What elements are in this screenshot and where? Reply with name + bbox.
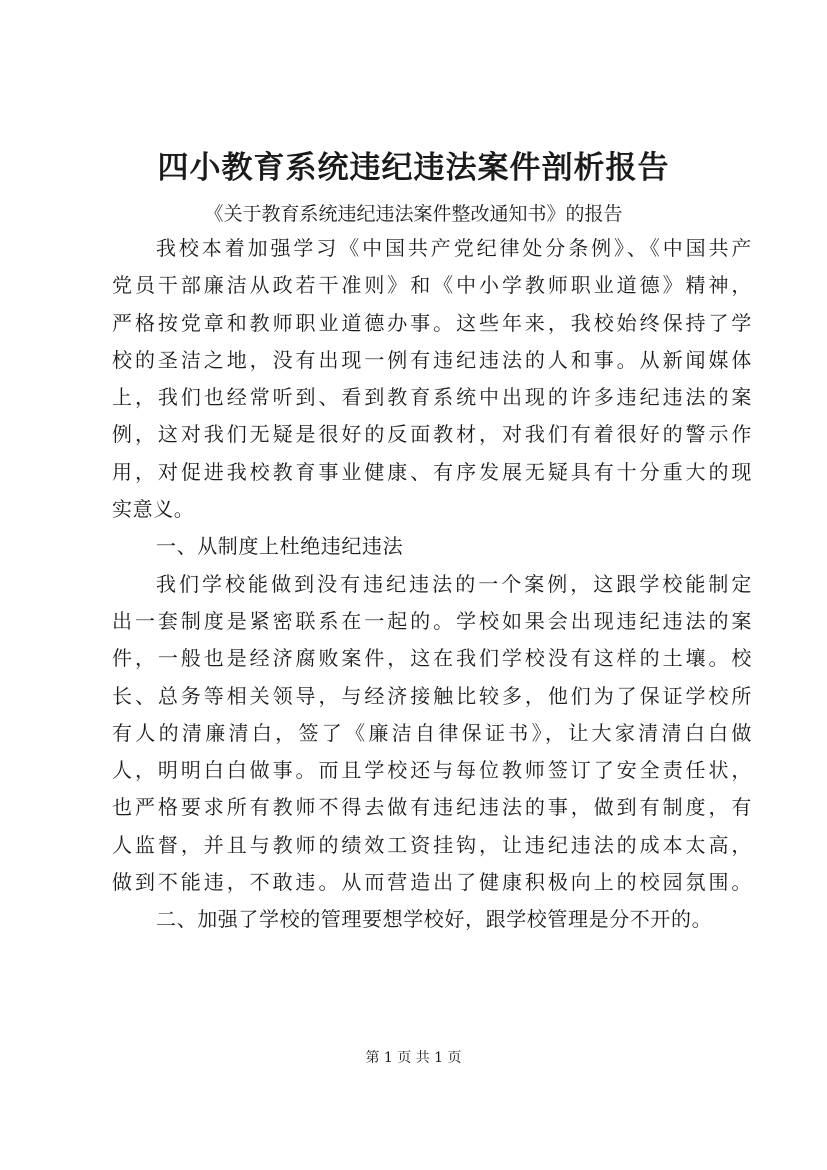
paragraph-2-line: 件，一般也是经济腐败案件，这在我们学校没有这样的土壤。校 bbox=[112, 646, 752, 671]
document-title: 四小教育系统违纪违法案件剖析报告 bbox=[157, 150, 670, 186]
paragraph-2-line: 也严格要求所有教师不得去做有违纪违法的事，做到有制度，有 bbox=[112, 795, 752, 820]
paragraph-1-line: 用，对促进我校教育事业健康、有序发展无疑具有十分重大的现 bbox=[112, 459, 752, 484]
paragraph-1-line: 例，这对我们无疑是很好的反面教材，对我们有着很好的警示作 bbox=[112, 422, 752, 447]
paragraph-2-line: 人监督，并且与教师的绩效工资挂钩，让违纪违法的成本太高， bbox=[112, 832, 752, 857]
paragraph-2-line: 有人的清廉清白，签了《廉洁自律保证书》，让大家清清白白做 bbox=[112, 720, 752, 745]
document-subtitle: 《关于教育系统违纪违法案件整改通知书》的报告 bbox=[204, 203, 623, 225]
paragraph-1-line: 严格按党章和教师职业道德办事。这些年来，我校始终保持了学 bbox=[112, 310, 752, 335]
paragraph-1-line: 上，我们也经常听到、看到教育系统中出现的许多违纪违法的案 bbox=[112, 385, 752, 410]
paragraph-2-line: 长、总务等相关领导，与经济接触比较多，他们为了保证学校所 bbox=[112, 683, 752, 708]
paragraph-1-line: 党员干部廉洁从政若干准则》和《中小学教师职业道德》精神， bbox=[112, 273, 752, 298]
paragraph-1-line: 我校本着加强学习《中国共产党纪律处分条例》、《中国共产 bbox=[156, 236, 752, 260]
paragraph-1-line: 校的圣洁之地，没有出现一例有违纪违法的人和事。从新闻媒体 bbox=[112, 347, 752, 372]
page-number-footer: 第 1 页 共 1 页 bbox=[365, 1050, 462, 1066]
paragraph-2-line: 出一套制度是紧密联系在一起的。学校如果会出现违纪违法的案 bbox=[112, 608, 752, 633]
paragraph-2-line: 人，明明白白做事。而且学校还与每位教师签订了安全责任状， bbox=[112, 758, 752, 783]
paragraph-2-line: 我们学校能做到没有违纪违法的一个案例，这跟学校能制定 bbox=[156, 571, 752, 596]
section-heading-1: 一、从制度上杜绝违纪违法 bbox=[156, 534, 404, 559]
section-heading-2: 二、加强了学校的管理要想学校好，跟学校管理是分不开的。 bbox=[156, 907, 713, 932]
paragraph-2-line: 做到不能违，不敢违。从而营造出了健康积极向上的校园氛围。 bbox=[112, 870, 752, 895]
paragraph-1-line: 实意义。 bbox=[112, 497, 195, 522]
document-body bbox=[112, 230, 752, 939]
